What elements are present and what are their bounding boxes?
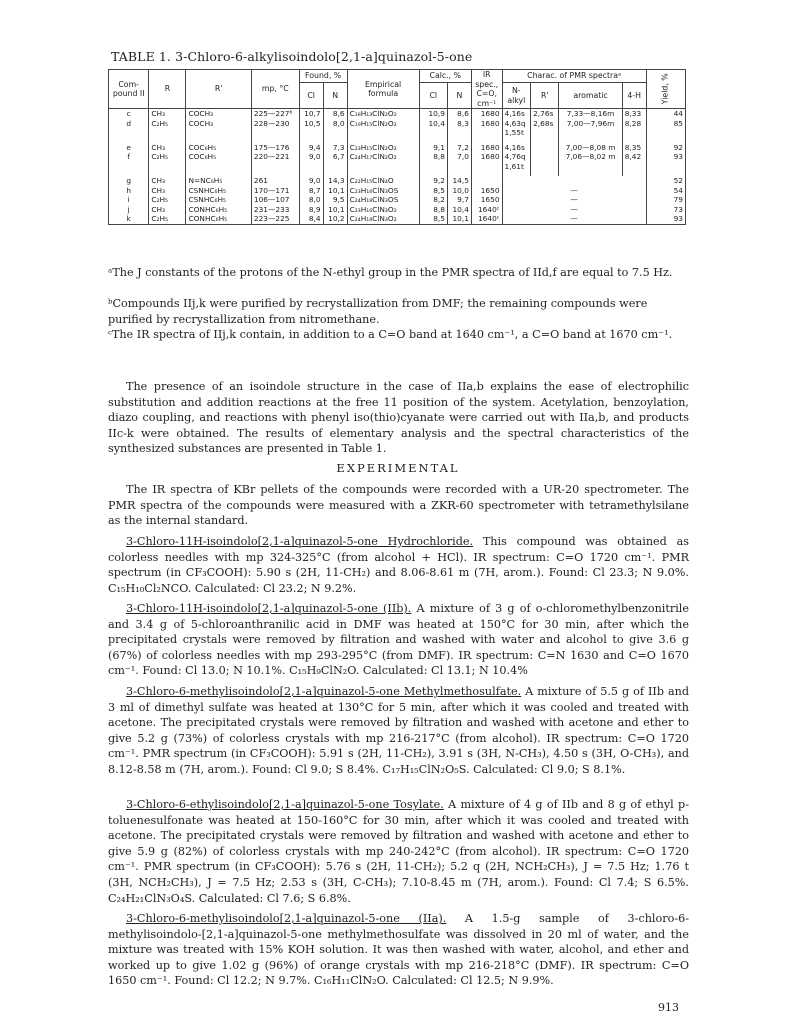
table-row xyxy=(109,109,686,138)
table-cell-r xyxy=(149,176,186,224)
cell-value: 8,2 xyxy=(433,195,445,204)
cell-value: 8,4 xyxy=(308,214,321,223)
cell-value: 4,76q xyxy=(504,152,526,161)
cell-value: 231—233 xyxy=(253,204,290,214)
table-caption: TABLE 1. 3-Chloro-6-alkylisoindolo[2,1-a]quinazol-5-one xyxy=(111,49,473,64)
table-cell-r-prime xyxy=(186,143,251,172)
cell-value: C₂₄H₁₈ClN₃OS xyxy=(349,195,399,204)
header-pmr-4h: 4-H xyxy=(622,83,646,109)
header-pmr-aromatic: aromatic xyxy=(559,83,622,109)
cell-value xyxy=(533,143,556,153)
cell-value: 8,33 xyxy=(624,109,642,118)
cell-value: 10,1 xyxy=(328,204,345,214)
table-cell-found-n xyxy=(323,143,347,172)
section-heading: EXPERIMENTAL xyxy=(336,461,460,475)
cell-value: 261 xyxy=(253,176,268,185)
cell-value: 85 xyxy=(673,118,683,128)
header-yield: Yield, % xyxy=(646,70,685,109)
table-cell-pmr-4h xyxy=(622,143,646,172)
cell-value: 8,5 xyxy=(433,185,445,195)
cell-value: C₁₉H₁₅ClN₂O₂ xyxy=(349,118,397,128)
cell-value: c xyxy=(126,109,131,118)
procedure-5: 3-Chloro-6-methylisoindolo[2,1-a]quinazol-5-one (IIa). A 1.5-g sample of 3-chloro-6-methylisoindolo-[2,1-a]quinazol-5-one methylmethosulfate was dissolved in 20 ml of water, and the mixture was treated with 15% KOH solution. It was then washed with water, alcohol, and ether and worked up to give 1.02 g (96%) of orange crystals with mp 216-218°C (DMF). IR spectrum: C=O 1650 cm⁻¹. Found: Cl 12.2; N 9.7%. C₁₆H₁₁ClN₂O. Calculated: Cl 12.5; N 9.9%. xyxy=(108,912,689,988)
table-cell-formula xyxy=(347,109,419,138)
cell-value: 1680 xyxy=(480,152,500,161)
cell-value: 10,4 xyxy=(452,204,469,214)
cell-value: i xyxy=(127,195,130,204)
cell-value: 4,16s xyxy=(504,142,525,152)
cell-value: 1650 xyxy=(480,195,500,204)
table-cell-calc-cl xyxy=(419,176,447,224)
cell-value: 9,0 xyxy=(308,152,321,161)
procedure-3: 3-Chloro-6-methylisoindolo[2,1-a]quinazol-5-one Methylmethosulfate. A mixture of 5.5 g of IIb and 3 ml of dimethyl sulfate was heated at 130°C for 5 min, after which it was cooled and treated with acetone. The precipitated crystals were removed by filtration and washed with acetone and ether to give 5.2 g (73%) of colorless crystals with mp 216-217°C (from alcohol). IR spectrum: C=O 1720 cm⁻¹. PMR spectrum (in CF₃COOH): 5.91 s (2H, 11-CH₂), 3.91 s (3H, N-CH₃), 4.50 s (3H, O-CH₃), and 8.12-8.58 m (7H, arom.). Found: Cl 9.0; S 8.4%. C₁₇H₁₅ClN₂O₅S. Calculated: Cl 9.0; S 8.1%. xyxy=(108,685,689,776)
cell-value: h xyxy=(126,185,132,195)
cell-value: 2,76s xyxy=(533,109,554,118)
table-cell-yield xyxy=(646,109,685,138)
cell-value: 8,35 xyxy=(624,142,642,152)
cell-value: 8,3 xyxy=(457,118,469,128)
header-pmr-alkyl: N-alkyl xyxy=(502,83,531,109)
procedure-4: 3-Chloro-6-ethylisoindolo[2,1-a]quinazol-5-one Tosylate. A mixture of 4 g of IIb and 8 g of ethyl p-toluenesulfonate was heated at 150-160°C for 30 min, after which it was cooled and treated with acetone. The precipitated crystals were removed by filtration and washed with acetone and ether to give 5.9 g (82%) of colorless crystals with mp 240-242°C (from alcohol). IR spectrum: C=O 1720 cm⁻¹. PMR spectrum (in CF₃COOH): 5.76 s (2H, 11-CH₂); 5.2 q (2H, NCH₂CH₃), J = 7.5 Hz; 1.76 t (3H, NCH₂CH₃), J = 7.5 Hz; 2.53 s (3H, C-CH₃); 7.10-8.45 m (7H, arom.). Found: Cl 7.4; S 6.5%. C₂₄H₂₁ClN₃O₄S. Calculated: Cl 7.6; S 6.8%. xyxy=(108,798,689,905)
cell-value: C₂₃H₁₅ClN₂O₂ xyxy=(349,142,397,152)
cell-value: 170—171 xyxy=(253,185,290,195)
cell-value: CH₃ xyxy=(151,185,166,195)
table-cell-formula xyxy=(347,176,419,224)
cell-value: 220—221 xyxy=(253,152,290,161)
cell-value: 8,0 xyxy=(332,118,345,128)
cell-value: C₂H₅ xyxy=(151,118,169,128)
header-pmr: Charac. of PMR spectraᵃ xyxy=(502,70,646,83)
cell-value: 7,0 xyxy=(457,152,469,161)
cell-value: C₂₃H₁₆ClN₃OS xyxy=(349,185,399,195)
cell-value: CH₃ xyxy=(151,109,166,118)
footnote-a: ᵃThe J constants of the protons of the N-ethyl group in the PMR spectra of IId,f are equal to 7.5 Hz. xyxy=(108,266,673,279)
table-cell-pmr-alkyl xyxy=(502,109,531,138)
table-cell-mp xyxy=(251,176,299,224)
cell-value: 93 xyxy=(673,152,683,161)
header-mp: mp, °C xyxy=(251,70,299,109)
footnote-c: ᶜThe IR spectra of IIj,k contain, in addition to a C=O band at 1640 cm⁻¹, a C=O band at 1670 cm⁻¹. xyxy=(108,328,673,341)
cell-value: 7,06—8,02 m xyxy=(565,152,616,161)
cell-value: 10,5 xyxy=(304,118,321,128)
cell-value: C₂₃H₁₆ClN₃O₂ xyxy=(349,204,397,214)
cell-value: CH₃ xyxy=(151,142,166,152)
table-cell-found-cl xyxy=(299,143,323,172)
cell-value: 106—107 xyxy=(253,195,290,204)
cell-value: COC₆H₅ xyxy=(188,152,217,161)
header-found-n: N xyxy=(323,83,347,109)
procedure-2: 3-Chloro-11H-isoindolo[2,1-a]quinazol-5-one (IIb). A mixture of 3 g of o-chloromethylbenzonitrile and 3.4 g of 5-chloroanthranilic acid in DMF was heated at 150°C for 30 min, after which the precipitated crystals were removed by filtration and washed with water and alcohol to give 3.6 g (67%) of colorless needles with mp 293-295°C (from DMF). IR spectrum: C=N 1630 and C=O 1670 cm⁻¹. Found: Cl 13.0; N 10.1%. C₁₅H₉ClN₂O. Calculated: Cl 13.1; N 10.4% xyxy=(108,602,689,678)
cell-value: 7,33—8,16m xyxy=(566,109,615,118)
table-cell-pmr-rprime xyxy=(531,109,559,138)
cell-value: 8,8 xyxy=(433,204,445,214)
experimental-intro: The IR spectra of KBr pellets of the compounds were recorded with a UR-20 spectrometer. The PMR spectra of the compounds were measured with a ZKR-60 spectrometer with tetramethylsilane as the internal standard. xyxy=(108,483,689,528)
page-number: 913 xyxy=(658,1001,679,1014)
cell-value: N=NC₆H₅ xyxy=(188,176,223,185)
cell-value: 1650 xyxy=(480,185,500,195)
table-cell-calc-cl xyxy=(419,143,447,172)
table-row xyxy=(109,176,686,224)
table-cell-ir xyxy=(471,176,502,224)
table-cell-pmr-rprime xyxy=(531,143,559,172)
cell-value: 44 xyxy=(673,109,683,118)
cell-value: C₁₈H₁₃ClN₂O₂ xyxy=(349,109,397,118)
cell-value: 4,63q xyxy=(504,118,526,128)
cell-value: 9,2 xyxy=(433,176,445,185)
table-cell-calc-n xyxy=(447,109,471,138)
header-r: R xyxy=(149,70,186,109)
cell-value: 7,2 xyxy=(457,142,469,152)
header-found-cl: Cl xyxy=(299,83,323,109)
cell-value: 10,4 xyxy=(428,118,445,128)
cell-value: CONHC₆H₅ xyxy=(188,204,228,214)
cell-value: 52 xyxy=(673,176,683,185)
table-cell-calc-n xyxy=(447,143,471,172)
cell-value: 9,1 xyxy=(433,142,445,152)
table-cell-compound xyxy=(109,109,149,138)
cell-value: CSNHC₆H₅ xyxy=(188,195,227,204)
cell-value: 9,0 xyxy=(308,176,321,185)
table-cell-r xyxy=(149,109,186,138)
cell-value: 8,9 xyxy=(308,204,321,214)
cell-value: k xyxy=(126,214,131,223)
cell-value: COC₆H₅ xyxy=(188,142,217,152)
cell-value: COCH₃ xyxy=(188,109,214,118)
table-cell-pmr-alkyl xyxy=(502,176,646,224)
cell-value: 7,3 xyxy=(332,142,345,152)
cell-value: 1,61t xyxy=(504,161,524,171)
header-found: Found, % xyxy=(299,70,347,83)
cell-value: C₂H₅ xyxy=(151,214,169,223)
cell-value: 14,5 xyxy=(452,176,469,185)
procedure-1: 3-Chloro-11H-isoindolo[2,1-a]quinazol-5-one Hydrochloride. This compound was obtained as colorless needles with mp 324-325°C (from alcohol + HCl). IR spectrum: C=O 1720 cm⁻¹. PMR spectrum (in CF₃COOH): 5.90 s (2H, 11-CH₂) and 8.06-8.61 m (7H, arom.). Found: Cl 23.3; N 9.0%. C₁₅H₁₀Cl₂NCO. Calculated: Cl 23.2; N 9.2%. xyxy=(108,535,689,595)
table-cell-yield xyxy=(646,176,685,224)
cell-value: 10,0 xyxy=(452,185,469,195)
table-cell-r-prime xyxy=(186,109,251,138)
cell-value: g xyxy=(126,176,132,185)
table-cell-calc-cl xyxy=(419,109,447,138)
cell-value: 9,7 xyxy=(457,195,469,204)
table-cell-found-cl xyxy=(299,109,323,138)
cell-value: 175—176 xyxy=(253,142,290,152)
cell-value: 73 xyxy=(673,204,683,214)
cell-value: 6,7 xyxy=(332,152,345,161)
pmr-dash: — xyxy=(570,185,578,195)
cell-value: 1680 xyxy=(480,142,500,152)
table-cell-pmr-aromatic xyxy=(559,143,622,172)
cell-value: 8,5 xyxy=(433,214,445,223)
cell-value: 228—230 xyxy=(253,118,290,128)
cell-value: 7,00—7,96m xyxy=(566,118,615,128)
table-cell-found-n xyxy=(323,109,347,138)
cell-value: CH₃ xyxy=(151,176,166,185)
cell-value: C₂H₅ xyxy=(151,195,169,204)
cell-value: 14,3 xyxy=(328,176,345,185)
cell-value: 54 xyxy=(673,185,683,195)
cell-value: 93 xyxy=(673,214,683,223)
table-cell-found-cl xyxy=(299,176,323,224)
table-cell-mp xyxy=(251,143,299,172)
cell-value: 1640ᶜ xyxy=(477,204,500,214)
cell-value: j xyxy=(127,204,130,214)
cell-value: 7,00—8,08 m xyxy=(565,142,616,152)
table-cell-compound xyxy=(109,143,149,172)
cell-value: 79 xyxy=(673,195,683,204)
table-cell-r xyxy=(149,143,186,172)
table-cell-pmr-alkyl xyxy=(502,143,531,172)
header-ir: IR spec., C=O, cm⁻¹ xyxy=(471,70,502,109)
pmr-dash: — xyxy=(570,204,578,214)
cell-value xyxy=(474,176,500,186)
cell-value: 8,6 xyxy=(457,109,469,118)
cell-value: 1680 xyxy=(480,118,500,128)
cell-value: 8,28 xyxy=(624,118,642,128)
header-calc-n: N xyxy=(447,83,471,109)
cell-value: 9,5 xyxy=(332,195,345,204)
table-cell-yield xyxy=(646,143,685,172)
header-calc: Calc., % xyxy=(419,70,471,83)
cell-value: COCH₃ xyxy=(188,118,214,128)
cell-value: 223—225 xyxy=(253,214,290,223)
table-cell-found-n xyxy=(323,176,347,224)
table-cell-pmr-4h xyxy=(622,109,646,138)
table-cell-ir xyxy=(471,143,502,172)
cell-value: 1680 xyxy=(480,109,500,118)
header-compound: Com-pound II xyxy=(109,70,149,109)
table-cell-pmr-aromatic xyxy=(559,109,622,138)
cell-value: 8,8 xyxy=(433,152,445,161)
cell-value: C₂₄H₁₇ClN₂O₂ xyxy=(349,152,397,161)
table-cell-mp xyxy=(251,109,299,138)
cell-value: CH₃ xyxy=(151,204,166,214)
cell-value: e xyxy=(126,142,131,152)
header-r-prime: R' xyxy=(186,70,251,109)
cell-value: 10,2 xyxy=(328,214,345,223)
cell-value: 2,68s xyxy=(533,118,554,128)
cell-value: 9,4 xyxy=(308,142,321,152)
cell-value: 10,9 xyxy=(428,109,445,118)
cell-value: f xyxy=(127,152,130,161)
cell-value: 92 xyxy=(673,142,683,152)
pmr-dash: — xyxy=(570,214,578,223)
cell-value: CSNHC₆H₅ xyxy=(188,185,227,195)
cell-value: 10,1 xyxy=(452,214,469,223)
cell-value: 8,42 xyxy=(624,152,642,161)
cell-value: 8,6 xyxy=(332,109,345,118)
cell-value: 10,7 xyxy=(304,109,321,118)
header-calc-cl: Cl xyxy=(419,83,447,109)
cell-value xyxy=(533,152,556,162)
footnote-b: ᵇCompounds IIj,k were purified by recrystallization from DMF; the remaining compounds were purified by recrystallization from nitromethane. xyxy=(108,297,648,326)
cell-value: 4,16s xyxy=(504,109,525,118)
table-cell-calc-n xyxy=(447,176,471,224)
cell-value: CONHC₆H₅ xyxy=(188,214,228,223)
cell-value: 225—227ᵇ xyxy=(253,109,293,118)
cell-value: d xyxy=(126,118,132,128)
cell-value: 8,7 xyxy=(308,185,321,195)
cell-value: 8,0 xyxy=(308,195,321,204)
data-table xyxy=(108,69,686,225)
table-cell-formula xyxy=(347,143,419,172)
cell-value: 10,1 xyxy=(328,185,345,195)
table-row xyxy=(109,143,686,172)
cell-value: C₂H₅ xyxy=(151,152,169,161)
table-cell-r-prime xyxy=(186,176,251,224)
header-empirical: Empirical formula xyxy=(347,70,419,109)
cell-value: C₂₂H₁₅ClN₄O xyxy=(349,176,394,185)
cell-value: C₂₄H₁₈ClN₃O₂ xyxy=(349,214,397,223)
table-body xyxy=(109,109,686,225)
table-cell-compound xyxy=(109,176,149,224)
header-pmr-rprime: R' xyxy=(531,83,559,109)
pmr-dash: — xyxy=(570,195,578,204)
cell-value: 1,55t xyxy=(504,128,524,137)
intro-paragraph: The presence of an isoindole structure in the case of IIa,b explains the ease of electrophilic substitution and addition reactions at the free 11 position of the system. Acetylation, benzoylation, diazo coupling, and reactions with phenyl iso(thio)cyanate were carried out with IIa,b, and products IIc-k were obtained. The results of elementary analysis and the spectral characteristics of the synthesized substances are presented in Table 1. xyxy=(108,380,689,456)
table-cell-ir xyxy=(471,109,502,138)
cell-value: 1640ᶜ xyxy=(477,214,500,223)
